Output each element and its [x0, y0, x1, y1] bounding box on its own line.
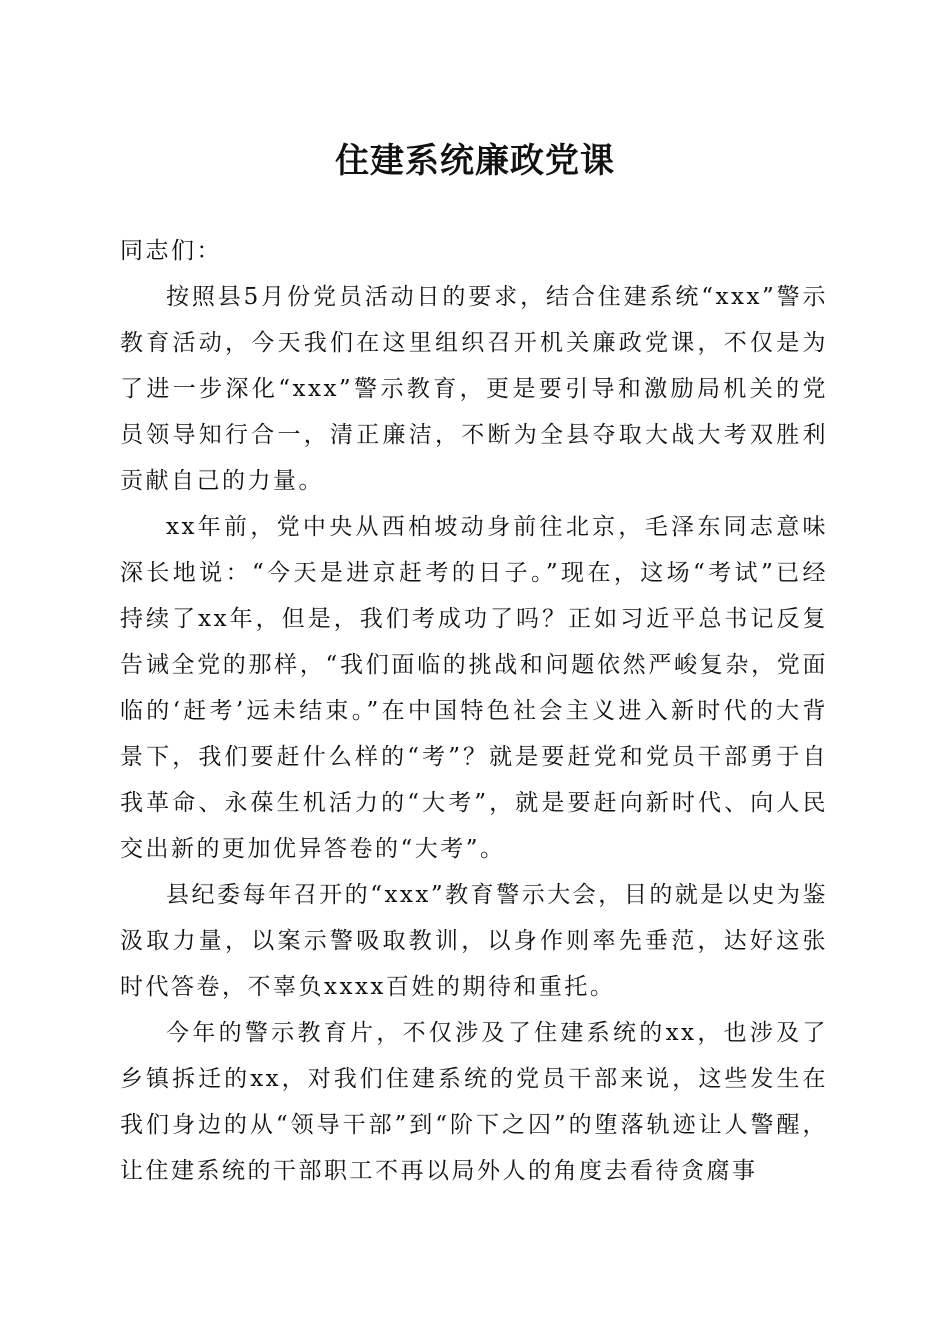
paragraph-4: 今年的警示教育片，不仅涉及了住建系统的xx，也涉及了乡镇拆迁的xx，对我们住建系统的党员干部来说，这些发生在我们身边的从“领导干部”到“阶下之囚”的堕落轨迹让人警醒，让住建系统的干部职工不再以局外人的角度去看待贪腐事	[120, 1020, 828, 1184]
paragraph-2: xx年前，党中央从西柏坡动身前往北京，毛泽东同志意味深长地说：“今天是进京赶考的日子。”现在，这场“考试”已经持续了xx年，但是，我们考成功了吗？正如习近平总书记反复告诫全党的那样，“我们面临的挑战和问题依然严峻复杂，党面临的‘赶考’远未结束。”在中国特色社会主义进入新时代的大背景下，我们要赶什么样的“考”？就是要赶党和党员干部勇于自我革命、永葆生机活力的“大考”，就是要赶向新时代、向人民交出新的更加优异答卷的“大考”。	[120, 514, 828, 862]
document-body	[120, 228, 828, 1194]
paragraph-1: 按照县5月份党员活动日的要求，结合住建系统“xxx”警示教育活动，今天我们在这里组织召开机关廉政党课，不仅是为了进一步深化“xxx”警示教育，更是要引导和激励局机关的党员领导知行合一，清正廉洁，不断为全县夺取大战大考双胜利贡献自己的力量。	[120, 284, 828, 494]
salutation: 同志们：	[120, 238, 222, 264]
paragraph-3: 县纪委每年召开的“xxx”教育警示大会，目的就是以史为鉴汲取力量，以案示警吸取教训，以身作则率先垂范，达好这张时代答卷，不辜负xxxx百姓的期待和重托。	[120, 882, 828, 1000]
document-title: 住建系统廉政党课	[335, 141, 615, 181]
